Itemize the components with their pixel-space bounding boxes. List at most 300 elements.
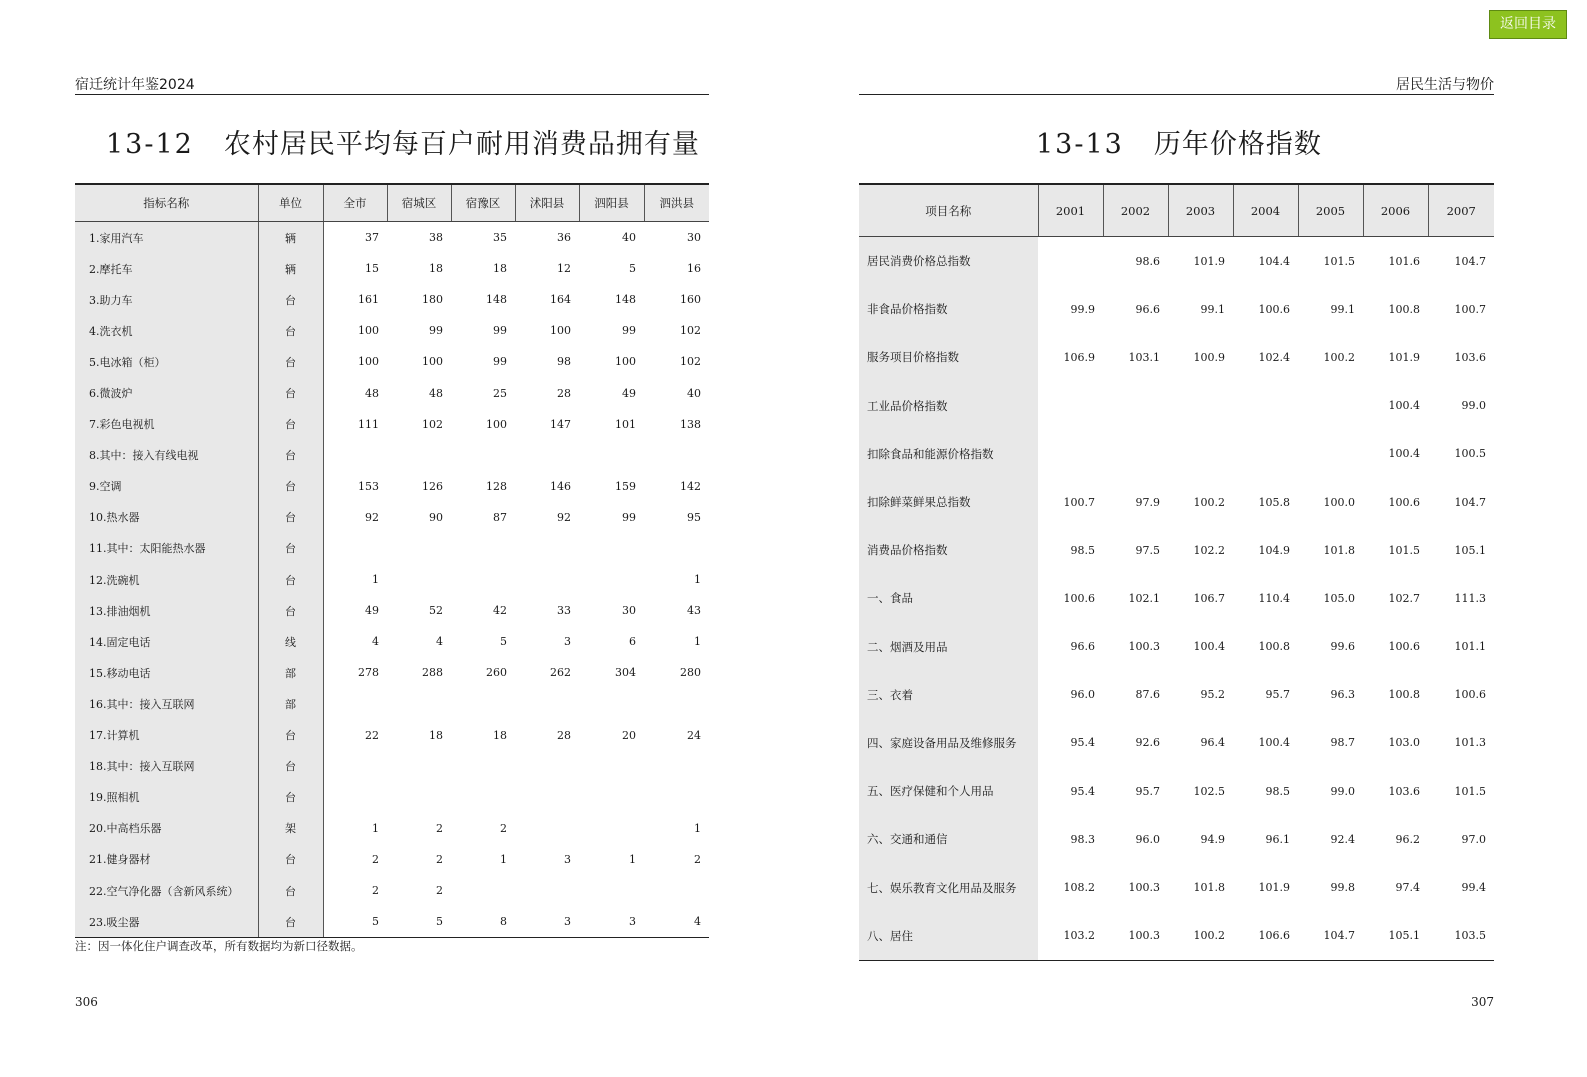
table-row xyxy=(859,382,1494,430)
value-cell: 103.1 xyxy=(1128,350,1160,364)
value-cell: 2 xyxy=(500,821,507,835)
item-name-cell: 六、交通和通信 xyxy=(859,815,1038,863)
value-cell xyxy=(387,440,451,471)
value-cell: 87 xyxy=(493,510,507,524)
value-cell: 97.0 xyxy=(1461,832,1486,846)
unit-cell: 台 xyxy=(258,533,323,564)
unit-cell: 台 xyxy=(258,906,323,938)
value-cell: 5 xyxy=(323,906,387,938)
value-cell: 146 xyxy=(550,479,571,493)
value-cell: 18 xyxy=(429,728,443,742)
item-name-cell: 四、家庭设备用品及维修服务 xyxy=(859,719,1038,767)
value-cell xyxy=(387,782,451,813)
value-cell: 97.5 xyxy=(1135,543,1160,557)
unit-cell: 台 xyxy=(258,875,323,906)
value-cell xyxy=(1038,382,1103,430)
unit-cell: 台 xyxy=(258,409,323,440)
table-row xyxy=(859,430,1494,478)
value-cell: 2 xyxy=(436,821,443,835)
value-cell: 98.5 xyxy=(1265,784,1290,798)
value-cell: 102.2 xyxy=(1193,543,1225,557)
value-cell: 24 xyxy=(687,728,701,742)
indicator-name-cell: 13.排油烟机 xyxy=(75,595,258,626)
value-cell: 101.9 xyxy=(1388,350,1420,364)
value-cell: 100.9 xyxy=(1193,350,1225,364)
column-header: 2007 xyxy=(1428,184,1494,237)
value-cell: 92 xyxy=(365,510,379,524)
value-cell xyxy=(387,533,451,564)
value-cell: 98.7 xyxy=(1330,736,1355,750)
value-cell: 288 xyxy=(422,666,443,680)
value-cell: 100.5 xyxy=(1454,447,1486,461)
value-cell: 148 xyxy=(615,293,636,307)
value-cell: 304 xyxy=(615,666,636,680)
indicator-name-cell: 8.其中：接入有线电视 xyxy=(75,440,258,471)
column-header: 宿城区 xyxy=(387,184,451,222)
item-name-cell: 三、衣着 xyxy=(859,671,1038,719)
table-title-right xyxy=(1036,122,1322,161)
value-cell: 99.1 xyxy=(1330,302,1355,316)
value-cell: 96.6 xyxy=(1135,302,1160,316)
value-cell: 37 xyxy=(365,231,379,245)
table-row xyxy=(75,533,709,564)
indicator-name-cell: 3.助力车 xyxy=(75,284,258,315)
value-cell: 4 xyxy=(372,635,379,649)
table-number: 13-13 xyxy=(1036,129,1124,160)
table-row xyxy=(75,502,709,533)
value-cell: 28 xyxy=(557,728,571,742)
value-cell: 96.0 xyxy=(1070,688,1095,702)
value-cell xyxy=(451,564,515,595)
value-cell: 103.0 xyxy=(1388,736,1420,750)
table-row xyxy=(75,657,709,688)
value-cell: 100.8 xyxy=(1258,640,1290,654)
item-name-cell: 扣除鲜菜鲜果总指数 xyxy=(859,478,1038,526)
table-row xyxy=(75,440,709,471)
item-name-cell: 一、食品 xyxy=(859,574,1038,622)
value-cell: 95.4 xyxy=(1070,784,1095,798)
footnote: 注：因一体化住户调查改革，所有数据均为新口径数据。 xyxy=(75,939,363,953)
value-cell: 105.1 xyxy=(1363,912,1428,961)
value-cell: 111.3 xyxy=(1454,591,1486,605)
value-cell: 99.9 xyxy=(1070,302,1095,316)
value-cell: 4 xyxy=(436,635,443,649)
value-cell: 42 xyxy=(493,604,507,618)
value-cell: 101.8 xyxy=(1323,543,1355,557)
value-cell: 5 xyxy=(387,906,451,938)
table-row xyxy=(75,844,709,875)
unit-cell: 台 xyxy=(258,346,323,377)
indicator-name-cell: 15.移动电话 xyxy=(75,657,258,688)
item-name-cell: 消费品价格指数 xyxy=(859,526,1038,574)
value-cell: 98.5 xyxy=(1070,543,1095,557)
value-cell: 38 xyxy=(429,231,443,245)
value-cell: 92.6 xyxy=(1135,736,1160,750)
value-cell xyxy=(644,782,709,813)
table-row xyxy=(75,284,709,315)
value-cell: 97.4 xyxy=(1395,881,1420,895)
value-cell: 101.3 xyxy=(1454,736,1486,750)
value-cell: 36 xyxy=(557,231,571,245)
unit-cell: 台 xyxy=(258,284,323,315)
value-cell: 102.4 xyxy=(1258,350,1290,364)
item-name-cell: 工业品价格指数 xyxy=(859,382,1038,430)
table-row xyxy=(75,875,709,906)
value-cell: 96.6 xyxy=(1070,640,1095,654)
item-name-cell: 五、医疗保健和个人用品 xyxy=(859,767,1038,815)
value-cell: 3 xyxy=(515,906,579,938)
value-cell xyxy=(1168,382,1233,430)
header-rule-right xyxy=(859,94,1494,95)
indicator-name-cell: 18.其中：接入互联网 xyxy=(75,751,258,782)
value-cell: 8 xyxy=(451,906,515,938)
value-cell xyxy=(644,751,709,782)
value-cell: 102 xyxy=(422,417,443,431)
value-cell: 99 xyxy=(622,510,636,524)
value-cell: 100 xyxy=(358,324,379,338)
value-cell: 3 xyxy=(579,906,644,938)
item-name-cell: 八、居住 xyxy=(859,912,1038,961)
indicator-name-cell: 17.计算机 xyxy=(75,720,258,751)
value-cell xyxy=(451,440,515,471)
unit-cell: 线 xyxy=(258,626,323,657)
value-cell: 96.1 xyxy=(1265,832,1290,846)
value-cell xyxy=(323,440,387,471)
value-cell: 98.3 xyxy=(1070,832,1095,846)
value-cell: 105.1 xyxy=(1454,543,1486,557)
unit-cell: 台 xyxy=(258,844,323,875)
value-cell xyxy=(1298,382,1363,430)
indicator-name-cell: 10.热水器 xyxy=(75,502,258,533)
unit-cell: 辆 xyxy=(258,253,323,284)
value-cell: 99.1 xyxy=(1200,302,1225,316)
value-cell: 3 xyxy=(564,852,571,866)
value-cell: 100.3 xyxy=(1128,640,1160,654)
item-name-cell: 扣除食品和能源价格指数 xyxy=(859,430,1038,478)
table-title-left xyxy=(106,122,700,161)
value-cell xyxy=(1168,430,1233,478)
unit-cell: 架 xyxy=(258,813,323,844)
indicator-name-cell: 9.空调 xyxy=(75,471,258,502)
value-cell: 100.0 xyxy=(1323,495,1355,509)
value-cell xyxy=(323,533,387,564)
value-cell xyxy=(1233,382,1298,430)
value-cell: 99 xyxy=(622,324,636,338)
value-cell: 6 xyxy=(629,635,636,649)
table-title-text: 历年价格指数 xyxy=(1153,129,1322,160)
value-cell: 102 xyxy=(680,324,701,338)
value-cell: 103.5 xyxy=(1428,912,1494,961)
value-cell xyxy=(515,813,579,844)
value-cell: 101.5 xyxy=(1454,784,1486,798)
value-cell: 164 xyxy=(550,293,571,307)
value-cell: 100.6 xyxy=(1388,640,1420,654)
value-cell: 95.4 xyxy=(1070,736,1095,750)
indicator-name-cell: 22.空气净化器（含新风系统） xyxy=(75,875,258,906)
value-cell: 105.0 xyxy=(1323,591,1355,605)
header-rule-left xyxy=(75,94,709,95)
table-row xyxy=(75,346,709,377)
column-header: 单位 xyxy=(258,184,323,222)
table-row xyxy=(75,595,709,626)
return-to-contents-button[interactable]: 返回目录 xyxy=(1489,10,1567,39)
value-cell: 2 xyxy=(694,852,701,866)
value-cell: 92.4 xyxy=(1330,832,1355,846)
value-cell: 100.4 xyxy=(1193,640,1225,654)
value-cell: 104.4 xyxy=(1258,254,1290,268)
value-cell: 128 xyxy=(486,479,507,493)
value-cell: 100 xyxy=(486,417,507,431)
value-cell xyxy=(387,751,451,782)
value-cell xyxy=(644,533,709,564)
column-header: 2005 xyxy=(1298,184,1363,237)
value-cell xyxy=(1298,430,1363,478)
value-cell xyxy=(515,782,579,813)
value-cell: 100 xyxy=(422,355,443,369)
value-cell: 102.1 xyxy=(1128,591,1160,605)
value-cell xyxy=(515,875,579,906)
value-cell: 48 xyxy=(429,386,443,400)
column-header: 2001 xyxy=(1038,184,1103,237)
unit-cell: 部 xyxy=(258,657,323,688)
indicator-name-cell: 21.健身器材 xyxy=(75,844,258,875)
value-cell xyxy=(1038,237,1103,286)
column-header: 2004 xyxy=(1233,184,1298,237)
value-cell xyxy=(579,782,644,813)
value-cell xyxy=(323,751,387,782)
value-cell xyxy=(451,875,515,906)
value-cell: 101.8 xyxy=(1193,881,1225,895)
value-cell: 278 xyxy=(358,666,379,680)
value-cell: 106.7 xyxy=(1193,591,1225,605)
value-cell xyxy=(515,440,579,471)
value-cell: 101.9 xyxy=(1193,254,1225,268)
value-cell: 95 xyxy=(687,510,701,524)
value-cell: 102 xyxy=(680,355,701,369)
value-cell: 138 xyxy=(680,417,701,431)
value-cell xyxy=(387,564,451,595)
value-cell xyxy=(515,751,579,782)
value-cell: 99.6 xyxy=(1330,640,1355,654)
value-cell: 100.6 xyxy=(1063,591,1095,605)
value-cell: 160 xyxy=(680,293,701,307)
value-cell: 12 xyxy=(557,262,571,276)
column-header: 泗洪县 xyxy=(644,184,709,222)
value-cell: 103.6 xyxy=(1388,784,1420,798)
value-cell: 94.9 xyxy=(1200,832,1225,846)
table-row xyxy=(859,237,1494,286)
table-row xyxy=(75,720,709,751)
value-cell: 2 xyxy=(372,884,379,898)
table-row xyxy=(75,253,709,284)
value-cell: 101.5 xyxy=(1388,543,1420,557)
unit-cell: 台 xyxy=(258,751,323,782)
item-name-cell: 居民消费价格总指数 xyxy=(859,237,1038,286)
value-cell: 92 xyxy=(557,510,571,524)
unit-cell: 台 xyxy=(258,502,323,533)
value-cell: 43 xyxy=(687,604,701,618)
value-cell: 147 xyxy=(550,417,571,431)
unit-cell: 台 xyxy=(258,471,323,502)
value-cell: 161 xyxy=(358,293,379,307)
value-cell xyxy=(1103,382,1168,430)
indicator-name-cell: 20.中高档乐器 xyxy=(75,813,258,844)
value-cell: 126 xyxy=(422,479,443,493)
value-cell: 100.6 xyxy=(1388,495,1420,509)
value-cell: 100.7 xyxy=(1454,302,1486,316)
table-row xyxy=(859,815,1494,863)
right-page xyxy=(793,0,1587,1077)
column-header: 2006 xyxy=(1363,184,1428,237)
value-cell: 96.3 xyxy=(1330,688,1355,702)
value-cell: 95.7 xyxy=(1135,784,1160,798)
indicator-name-cell: 11.其中：太阳能热水器 xyxy=(75,533,258,564)
value-cell: 18 xyxy=(493,262,507,276)
value-cell xyxy=(579,875,644,906)
value-cell: 148 xyxy=(486,293,507,307)
value-cell: 96.0 xyxy=(1135,832,1160,846)
value-cell: 96.4 xyxy=(1200,736,1225,750)
value-cell: 2 xyxy=(372,852,379,866)
indicator-name-cell: 12.洗碗机 xyxy=(75,564,258,595)
value-cell xyxy=(1233,430,1298,478)
table-row xyxy=(859,671,1494,719)
value-cell: 97.9 xyxy=(1135,495,1160,509)
page-number-left: 306 xyxy=(75,995,98,1009)
table-row xyxy=(75,688,709,719)
table-header-row xyxy=(75,184,709,222)
value-cell: 100 xyxy=(358,355,379,369)
value-cell: 100 xyxy=(615,355,636,369)
value-cell: 106.9 xyxy=(1063,350,1095,364)
value-cell: 104.7 xyxy=(1298,912,1363,961)
value-cell xyxy=(579,688,644,719)
value-cell xyxy=(451,782,515,813)
value-cell: 1 xyxy=(694,635,701,649)
value-cell: 100.4 xyxy=(1388,399,1420,413)
value-cell: 99.0 xyxy=(1461,399,1486,413)
value-cell: 180 xyxy=(422,293,443,307)
value-cell: 1 xyxy=(694,573,701,587)
value-cell xyxy=(579,751,644,782)
value-cell: 52 xyxy=(429,604,443,618)
value-cell xyxy=(644,440,709,471)
value-cell: 280 xyxy=(680,666,701,680)
value-cell xyxy=(644,688,709,719)
value-cell: 35 xyxy=(493,231,507,245)
value-cell: 103.6 xyxy=(1454,350,1486,364)
value-cell: 260 xyxy=(486,666,507,680)
value-cell xyxy=(451,688,515,719)
value-cell: 99.8 xyxy=(1330,881,1355,895)
value-cell: 102.7 xyxy=(1388,591,1420,605)
value-cell: 99 xyxy=(429,324,443,338)
value-cell: 90 xyxy=(429,510,443,524)
column-header: 全市 xyxy=(323,184,387,222)
value-cell: 95.7 xyxy=(1265,688,1290,702)
indicator-name-cell: 14.固定电话 xyxy=(75,626,258,657)
value-cell: 2 xyxy=(436,852,443,866)
value-cell: 99.4 xyxy=(1461,881,1486,895)
value-cell: 95.2 xyxy=(1200,688,1225,702)
value-cell: 16 xyxy=(687,262,701,276)
value-cell: 22 xyxy=(365,728,379,742)
value-cell xyxy=(323,688,387,719)
value-cell: 101.9 xyxy=(1258,881,1290,895)
value-cell: 106.6 xyxy=(1233,912,1298,961)
column-header: 指标名称 xyxy=(75,184,258,222)
running-head-left: 宿迁统计年鉴2024 xyxy=(75,77,195,93)
item-name-cell: 七、娱乐教育文化用品及服务 xyxy=(859,863,1038,911)
table-row xyxy=(859,912,1494,961)
unit-cell: 辆 xyxy=(258,222,323,254)
column-header: 沭阳县 xyxy=(515,184,579,222)
table-row xyxy=(859,478,1494,526)
value-cell xyxy=(579,564,644,595)
value-cell: 2 xyxy=(436,884,443,898)
value-cell: 4 xyxy=(644,906,709,938)
value-cell: 48 xyxy=(365,386,379,400)
value-cell: 18 xyxy=(493,728,507,742)
value-cell: 100 xyxy=(550,324,571,338)
value-cell: 1 xyxy=(694,821,701,835)
indicator-name-cell: 16.其中：接入互联网 xyxy=(75,688,258,719)
value-cell: 99 xyxy=(493,324,507,338)
value-cell: 30 xyxy=(687,231,701,245)
value-cell xyxy=(515,533,579,564)
value-cell: 100.8 xyxy=(1388,688,1420,702)
value-cell: 20 xyxy=(622,728,636,742)
value-cell xyxy=(515,688,579,719)
value-cell: 110.4 xyxy=(1258,591,1290,605)
table-row xyxy=(75,751,709,782)
value-cell: 1 xyxy=(629,852,636,866)
value-cell xyxy=(579,533,644,564)
value-cell: 103.2 xyxy=(1038,912,1103,961)
value-cell: 33 xyxy=(557,604,571,618)
value-cell: 40 xyxy=(687,386,701,400)
value-cell: 3 xyxy=(564,635,571,649)
value-cell: 142 xyxy=(680,479,701,493)
value-cell: 104.9 xyxy=(1258,543,1290,557)
value-cell: 100.2 xyxy=(1168,912,1233,961)
value-cell xyxy=(644,875,709,906)
table-row xyxy=(75,222,709,254)
table-row xyxy=(75,813,709,844)
item-name-cell: 服务项目价格指数 xyxy=(859,333,1038,381)
unit-cell: 台 xyxy=(258,377,323,408)
value-cell: 99.0 xyxy=(1330,784,1355,798)
table-row xyxy=(859,285,1494,333)
unit-cell: 台 xyxy=(258,440,323,471)
value-cell xyxy=(1038,430,1103,478)
indicator-name-cell: 2.摩托车 xyxy=(75,253,258,284)
value-cell: 111 xyxy=(358,417,379,431)
value-cell xyxy=(451,751,515,782)
value-cell: 40 xyxy=(622,231,636,245)
durable-goods-table xyxy=(75,183,709,938)
value-cell: 101.1 xyxy=(1454,640,1486,654)
table-row xyxy=(75,626,709,657)
running-head-right: 居民生活与物价 xyxy=(1396,77,1494,93)
unit-cell: 台 xyxy=(258,720,323,751)
value-cell: 108.2 xyxy=(1063,881,1095,895)
value-cell xyxy=(387,688,451,719)
value-cell xyxy=(323,782,387,813)
indicator-name-cell: 1.家用汽车 xyxy=(75,222,258,254)
left-page xyxy=(0,0,793,1077)
column-header: 2003 xyxy=(1168,184,1233,237)
